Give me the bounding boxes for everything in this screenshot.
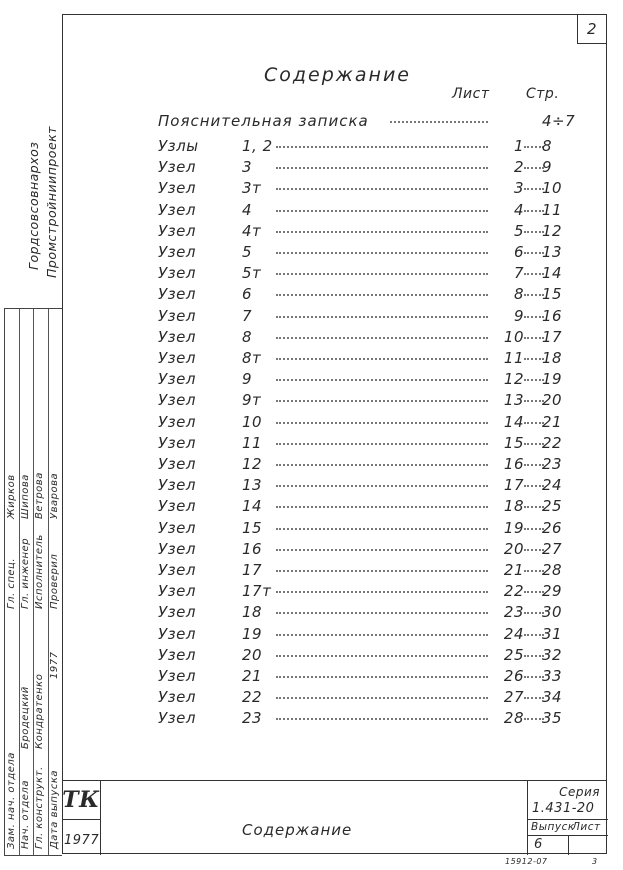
toc-row-sheet: 6 — [513, 243, 524, 261]
toc-row-node-number: 9т — [242, 391, 262, 410]
toc-row-page: 13 — [542, 243, 563, 261]
stamp-series-block — [527, 781, 608, 855]
toc-row-sheet: 12 — [503, 370, 524, 389]
toc-row-sheet: 27 — [503, 688, 524, 707]
toc-row-page: 10 — [542, 179, 563, 198]
leader-dots — [276, 210, 488, 212]
leader-dots — [276, 485, 488, 487]
leader-dots — [276, 549, 488, 551]
toc-row-page: 32 — [542, 645, 563, 664]
toc-row-label: Узел — [158, 645, 196, 664]
toc-row-page: 19 — [542, 370, 563, 389]
toc-row-sheet: 14 — [503, 412, 524, 431]
toc-row-page: 25 — [542, 497, 563, 516]
toc-row-label: Узел — [158, 688, 196, 707]
name-1: Бродецкий — [20, 686, 31, 749]
toc-row-node-number: 6 — [242, 285, 253, 304]
toc-row-sheet: 13 — [503, 391, 524, 410]
leader-dots — [276, 506, 488, 508]
toc-row-label: Узел — [158, 158, 196, 177]
leader-dots — [524, 549, 544, 551]
role-8: Проверил — [49, 553, 60, 609]
leader-dots — [276, 655, 488, 657]
toc-row-label: Узел — [158, 603, 196, 622]
toc-row — [158, 264, 568, 286]
toc-row-sheet: 4 — [513, 200, 524, 219]
toc-row-label: Узел — [158, 561, 196, 579]
toc-row-sheet: 25 — [503, 645, 524, 664]
toc-row-node-number: 17 — [242, 561, 263, 579]
toc-row-page: 29 — [542, 582, 563, 601]
footer-code: 15912-07 — [505, 857, 548, 866]
logo-tk: ТК — [62, 781, 101, 820]
footer-page: 3 — [592, 857, 598, 866]
toc-row-page: 31 — [542, 624, 563, 643]
toc-row-page: 23 — [542, 455, 563, 473]
toc-row-label: Узел — [158, 327, 196, 346]
toc-row-label: Узел — [158, 391, 196, 410]
toc-row-page: 34 — [542, 688, 563, 707]
toc-row-sheet: 16 — [503, 455, 524, 473]
leader-dots — [524, 506, 544, 508]
toc-row — [158, 349, 568, 371]
toc-row-label: Узел — [158, 539, 196, 558]
toc-row-sheet: 15 — [503, 433, 524, 452]
leader-dots — [524, 422, 544, 424]
leader-dots — [276, 400, 488, 402]
toc-row-node-number: 5т — [242, 264, 262, 283]
leader-dots — [276, 252, 488, 254]
toc-row — [158, 243, 568, 265]
toc-row-node-number: 7 — [242, 306, 253, 325]
toc-row — [158, 137, 568, 159]
org-name-1: Гордсовсовнархоз — [26, 141, 41, 270]
leader-dots — [524, 379, 544, 381]
role-4: Дата выпуска — [49, 770, 60, 849]
toc-row-sheet: 19 — [503, 518, 524, 537]
leader-dots — [524, 294, 544, 296]
toc-row-page: 27 — [542, 539, 563, 558]
toc-row-label: Узел — [158, 306, 196, 325]
name-3: Жирков — [6, 474, 17, 519]
toc-row — [158, 391, 568, 413]
toc-row-sheet: 26 — [503, 667, 524, 685]
toc-row-sheet: 11 — [503, 349, 524, 367]
toc-row — [158, 307, 568, 329]
toc-row-sheet: 9 — [513, 306, 524, 325]
leader-dots — [276, 188, 488, 190]
leader-dots — [524, 485, 544, 487]
leader-dots — [524, 718, 544, 720]
toc-row — [158, 497, 568, 519]
toc-row-label: Узел — [158, 518, 196, 537]
toc-row-node-number: 1, 2 — [242, 137, 273, 155]
leader-dots — [276, 443, 488, 445]
leader-dots — [276, 676, 488, 678]
leader-dots — [524, 337, 544, 339]
toc-row-sheet: 17 — [503, 476, 524, 495]
leader-dots — [276, 570, 488, 572]
toc-row-node-number: 23 — [242, 709, 263, 728]
toc-row-page: 24 — [542, 476, 563, 495]
toc-row — [158, 582, 568, 604]
leader-dots — [524, 358, 544, 360]
stamp-caption: Содержание — [242, 821, 353, 839]
toc-row-page: 18 — [542, 349, 563, 367]
name-2: Кондратенко — [34, 673, 45, 749]
toc-row-page: 11 — [542, 200, 563, 219]
role-3: Гл. конструкт. — [34, 766, 45, 849]
leader-dots — [276, 591, 488, 593]
toc-row-node-number: 16 — [242, 539, 263, 558]
vypusk-value: 6 — [534, 837, 543, 852]
toc-row-page: 28 — [542, 561, 563, 579]
toc-row — [158, 434, 568, 456]
role-2: Нач. отдела — [20, 780, 31, 849]
leader-dots — [524, 528, 544, 530]
toc-row-label: Узел — [158, 497, 196, 516]
toc-row — [158, 413, 568, 435]
toc-row-sheet: 21 — [503, 561, 524, 579]
toc-row-page: 8 — [542, 137, 553, 155]
leader-dots — [524, 697, 544, 699]
series-label: Серия — [559, 785, 600, 799]
toc-row-sheet: 24 — [503, 624, 524, 643]
leader-dots — [276, 358, 488, 360]
toc-row-node-number: 8 — [242, 327, 253, 346]
leader-dots — [524, 252, 544, 254]
leader-dots — [524, 316, 544, 318]
leader-dots — [524, 634, 544, 636]
sheet-number: 2 — [577, 15, 606, 44]
leader-dots — [524, 570, 544, 572]
toc-row-page: 26 — [542, 518, 563, 537]
role-5: Гл. спец. — [6, 558, 17, 609]
toc-row — [158, 667, 568, 689]
toc-row-node-number: 4 — [242, 200, 253, 219]
leader-dots — [276, 273, 488, 275]
toc-row-page: 21 — [542, 412, 563, 431]
toc-row-label: Узел — [158, 476, 196, 495]
toc-row-sheet: 10 — [503, 327, 524, 346]
toc-row-sheet: 18 — [503, 497, 524, 516]
toc-row — [158, 222, 568, 244]
toc-row — [158, 540, 568, 562]
toc-row-sheet: 23 — [503, 603, 524, 622]
toc-row-node-number: 9 — [242, 370, 253, 389]
role-7: Исполнитель — [34, 534, 45, 609]
toc-row-node-number: 4т — [242, 221, 262, 240]
leader-dots — [276, 167, 488, 169]
toc-row — [158, 561, 568, 583]
toc-row — [158, 603, 568, 625]
toc-row — [158, 688, 568, 710]
toc-row-page: 22 — [542, 433, 563, 452]
series-value: 1.431-20 — [532, 801, 595, 816]
toc-row-node-number: 21 — [242, 667, 263, 685]
toc-row — [158, 455, 568, 477]
name-4: Шипова — [20, 474, 31, 519]
toc-row-node-number: 19 — [242, 624, 263, 643]
toc-row-label: Узел — [158, 243, 196, 261]
toc-row-node-number: 22 — [242, 688, 263, 707]
leader-dots — [276, 146, 488, 148]
toc-row-sheet: 8 — [513, 285, 524, 304]
toc-row-label: Узел — [158, 582, 196, 601]
toc-row-node-number: 10 — [242, 412, 263, 431]
toc-row-node-number: 14 — [242, 497, 263, 516]
toc-row-label: Узел — [158, 455, 196, 473]
toc-row-node-number: 3т — [242, 179, 262, 198]
toc-row-label: Узел — [158, 179, 196, 198]
toc-row-page: 20 — [542, 391, 563, 410]
column-header-sheet: Лист — [452, 86, 490, 102]
toc-row — [158, 519, 568, 541]
title-block — [62, 780, 607, 854]
org-name-2: Промстройниипроект — [44, 126, 59, 278]
leader-dots — [276, 337, 488, 339]
leader-dots — [524, 464, 544, 466]
toc-row-node-number: 8т — [242, 349, 262, 367]
leader-dots — [524, 146, 544, 148]
toc-row-page: 33 — [542, 667, 563, 685]
toc-row — [158, 476, 568, 498]
toc-row-label: Узел — [158, 200, 196, 219]
toc-note-page: 4÷7 — [542, 112, 576, 130]
toc-row-label: Узел — [158, 667, 196, 685]
side-year: 1977 — [49, 651, 60, 679]
toc-row-page: 35 — [542, 709, 563, 728]
leader-dots — [524, 167, 544, 169]
leader-dots — [524, 676, 544, 678]
vypusk-label: Выпуск — [531, 821, 575, 833]
toc-row-node-number: 13 — [242, 476, 263, 495]
toc-row-node-number: 12 — [242, 455, 263, 473]
toc-row-node-number: 18 — [242, 603, 263, 622]
toc-note-row — [158, 112, 576, 134]
name-5: Ветрова — [34, 472, 45, 519]
signature-block — [4, 308, 62, 856]
toc-row — [158, 646, 568, 668]
toc-row-sheet: 20 — [503, 539, 524, 558]
leader-dots — [524, 273, 544, 275]
toc-row — [158, 370, 568, 392]
toc-row-node-number: 15 — [242, 518, 263, 537]
name-6: Уварова — [49, 472, 60, 519]
toc-row-label: Узел — [158, 221, 196, 240]
toc-row-label: Узел — [158, 285, 196, 304]
leader-dots — [276, 316, 488, 318]
list-label: Лист — [572, 821, 601, 833]
role-6: Гл. инженер — [20, 537, 31, 609]
side-organization — [6, 40, 59, 280]
toc-row-sheet: 1 — [513, 137, 524, 155]
toc-row — [158, 179, 568, 201]
toc-row — [158, 158, 568, 180]
toc-row-label: Узел — [158, 349, 196, 367]
toc-row-page: 17 — [542, 327, 563, 346]
toc-row-page: 12 — [542, 221, 563, 240]
toc-row-page: 9 — [542, 158, 553, 177]
toc-row-sheet: 5 — [513, 221, 524, 240]
leader-dots — [276, 634, 488, 636]
toc-row-sheet: 22 — [503, 582, 524, 601]
toc-row-node-number: 20 — [242, 645, 263, 664]
toc-row-label: Узел — [158, 433, 196, 452]
leader-dots — [276, 612, 488, 614]
toc-row-label: Узел — [158, 370, 196, 389]
toc-row-page: 30 — [542, 603, 563, 622]
toc-row-page: 14 — [542, 264, 563, 283]
toc-row — [158, 285, 568, 307]
toc-row-node-number: 17т — [242, 582, 272, 601]
toc-row-page: 16 — [542, 306, 563, 325]
leader-dots — [276, 379, 488, 381]
leader-dots — [524, 188, 544, 190]
toc-row — [158, 625, 568, 647]
toc-row — [158, 709, 568, 731]
toc-row-label: Узел — [158, 624, 196, 643]
leader-dots — [524, 655, 544, 657]
toc-row-sheet: 3 — [513, 179, 524, 198]
leader-dots — [524, 400, 544, 402]
leader-dots — [276, 294, 488, 296]
leader-dots — [390, 121, 488, 123]
leader-dots — [524, 443, 544, 445]
toc-row-node-number: 11 — [242, 433, 263, 452]
toc-row-node-number: 5 — [242, 243, 253, 261]
page-title: Содержание — [264, 64, 411, 86]
leader-dots — [276, 528, 488, 530]
toc-row-label: Узел — [158, 709, 196, 728]
leader-dots — [276, 697, 488, 699]
toc-row-sheet: 28 — [503, 709, 524, 728]
leader-dots — [524, 231, 544, 233]
leader-dots — [524, 591, 544, 593]
toc-row-page: 15 — [542, 285, 563, 304]
toc-row-sheet: 2 — [513, 158, 524, 177]
toc-row — [158, 328, 568, 350]
leader-dots — [276, 718, 488, 720]
leader-dots — [276, 231, 488, 233]
toc-row-sheet: 7 — [513, 264, 524, 283]
role-1: Зам. нач. отдела — [6, 752, 17, 849]
toc-row-node-number: 3 — [242, 158, 253, 177]
leader-dots — [276, 422, 488, 424]
leader-dots — [276, 464, 488, 466]
leader-dots — [524, 210, 544, 212]
toc-row-label: Узел — [158, 412, 196, 431]
toc-row-label: Узлы — [158, 137, 199, 155]
toc-row — [158, 201, 568, 223]
leader-dots — [524, 612, 544, 614]
toc-row-label: Узел — [158, 264, 196, 283]
column-header-page: Стр. — [526, 86, 560, 102]
toc-note-label: Пояснительная записка — [158, 112, 369, 130]
stamp-year: 1977 — [64, 833, 100, 848]
